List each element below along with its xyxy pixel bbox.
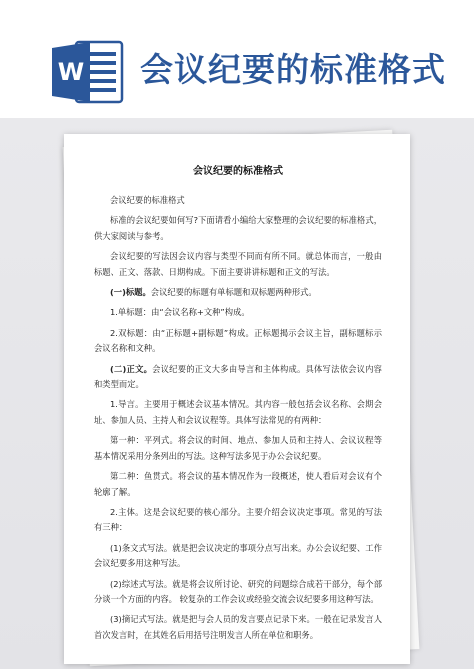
document-body — [94, 193, 382, 643]
document-paragraph — [94, 326, 382, 357]
document-paragraph — [94, 305, 382, 320]
word-document-icon — [50, 38, 126, 106]
document-paragraph — [94, 397, 382, 428]
paragraph-text: 2.双标题：由“正标题+副标题”构成。正标题揭示会议主旨，副标题标示会议名称和文种。 — [94, 327, 382, 354]
banner-title: 会议纪要的标准格式 — [140, 50, 446, 89]
paragraph-text: (2)综述式写法。就是将会议所讨论、研究的问题综合成若干部分，每个部分谈一个方面的内容。 较复杂的工作会议或经验交流会议纪要多用这种写法。 — [94, 578, 382, 604]
paragraph-text: 标准的会议纪要如何写?下面请看小编给大家整理的会议纪要的标准格式，供大家阅读与参考。 — [94, 215, 382, 241]
word-icon-letter: W — [57, 58, 85, 86]
document-title: 会议纪要的标准格式 — [193, 166, 283, 177]
paragraph-text: 会议纪要的标准格式 — [110, 195, 185, 205]
paragraph-text: (1)条文式写法。就是把会议决定的事项分点写出来。办公会议纪要、工作会议纪要多用这种写法。 — [94, 542, 382, 569]
paragraph-text: (3)摘记式写法。就是把与会人员的发言要点记录下来。一般在记录发言人首次发言时，在其姓名后用括号注明发言人所在单位和职务。 — [94, 614, 382, 640]
paragraph-text: 会议纪要的写法因会议内容与类型不同而有所不同。就总体而言，一般由标题、正文、落款、日期构成。下面主要讲讲标题和正文的写法。 — [94, 251, 382, 277]
document-paragraph — [94, 577, 382, 608]
paragraph-text: 会议纪要的正文大多由导言和主体构成。具体写法依会议内容和类型而定。 — [94, 363, 382, 390]
paragraph-text: 1.单标题：由“会议名称+文种”构成。 — [110, 307, 250, 318]
document-paragraph — [94, 193, 382, 208]
banner-header — [0, 0, 474, 120]
paragraph-text: 会议纪要的标题有单标题和双标题两种形式。 — [150, 287, 317, 298]
document-paragraph — [94, 285, 382, 300]
paragraph-text: 2.主体。这是会议纪要的核心部分。主要介绍会议决定事项。常见的写法有三种： — [94, 506, 382, 533]
paragraph-text: 1.导言。主要用于概述会议基本情况。其内容一般包括会议名称、会期会址、参加人员、主持人和会议议程等。具体写法常见的有两种： — [94, 399, 382, 425]
document-paragraph — [94, 362, 382, 393]
document-paragraph — [94, 612, 382, 643]
document-page — [64, 134, 410, 664]
document-paragraph — [94, 469, 382, 500]
section-heading: (二)正文。 — [110, 363, 153, 374]
document-paragraph — [94, 505, 382, 536]
document-paragraph — [94, 213, 382, 244]
document-paragraph — [94, 249, 382, 280]
section-heading: (一)标题。 — [110, 287, 151, 298]
paragraph-text: 第一种：平列式。将会议的时间、地点、参加人员和主持人、会议议程等基本情况采用分条列出的写法。这种写法多见于办公会议纪要。 — [94, 435, 382, 461]
paragraph-text: 第二种：鱼贯式。将会议的基本情况作为一段概述，使人看后对会议有个轮廓了解。 — [94, 471, 382, 497]
document-paragraph — [94, 541, 382, 572]
document-paragraph — [94, 433, 382, 464]
